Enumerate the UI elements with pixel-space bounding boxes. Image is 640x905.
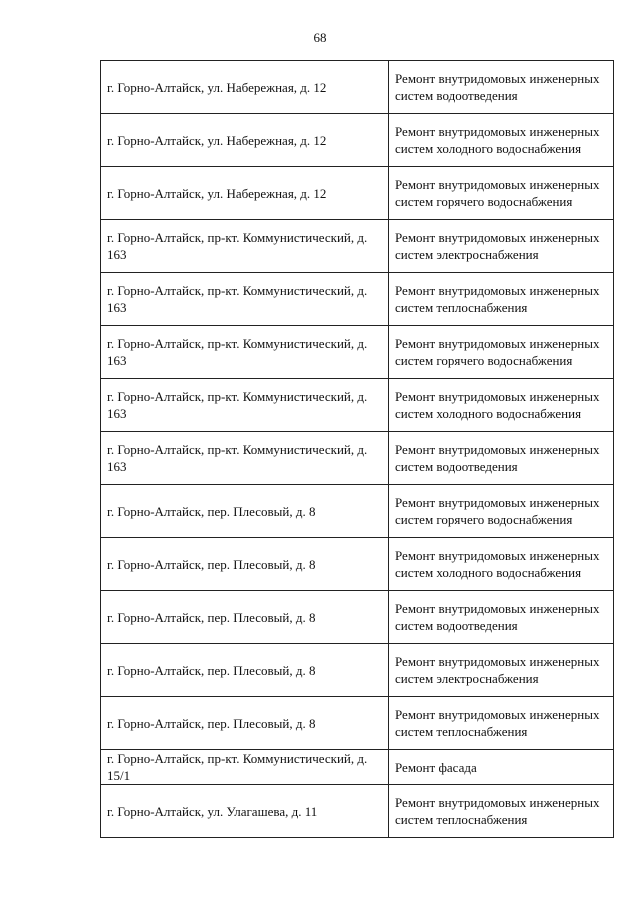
address-cell: г. Горно-Алтайск, пр-кт. Коммунистический, д. 163 (101, 432, 389, 485)
address-cell: г. Горно-Алтайск, пер. Плесовый, д. 8 (101, 697, 389, 750)
table-row (101, 167, 614, 220)
table-row (101, 273, 614, 326)
address-cell: г. Горно-Алтайск, ул. Набережная, д. 12 (101, 167, 389, 220)
work-type-cell: Ремонт внутридомовых инженерных систем горячего водоснабжения (389, 485, 614, 538)
work-type-cell: Ремонт внутридомовых инженерных систем водоотведения (389, 61, 614, 114)
table-row (101, 538, 614, 591)
address-cell: г. Горно-Алтайск, ул. Набережная, д. 12 (101, 114, 389, 167)
work-type-cell: Ремонт внутридомовых инженерных систем теплоснабжения (389, 273, 614, 326)
table-row (101, 644, 614, 697)
work-type-cell: Ремонт внутридомовых инженерных систем горячего водоснабжения (389, 326, 614, 379)
address-cell: г. Горно-Алтайск, пер. Плесовый, д. 8 (101, 485, 389, 538)
table-row (101, 432, 614, 485)
table-row (101, 750, 614, 785)
table-row (101, 697, 614, 750)
address-cell: г. Горно-Алтайск, пер. Плесовый, д. 8 (101, 538, 389, 591)
table-row (101, 220, 614, 273)
address-cell: г. Горно-Алтайск, ул. Улагашева, д. 11 (101, 785, 389, 838)
address-cell: г. Горно-Алтайск, пер. Плесовый, д. 8 (101, 644, 389, 697)
work-type-cell: Ремонт фасада (389, 750, 614, 785)
address-cell: г. Горно-Алтайск, пр-кт. Коммунистический, д. 163 (101, 326, 389, 379)
work-type-cell: Ремонт внутридомовых инженерных систем водоотведения (389, 432, 614, 485)
work-type-cell: Ремонт внутридомовых инженерных систем холодного водоснабжения (389, 379, 614, 432)
table-row (101, 379, 614, 432)
table-row (101, 114, 614, 167)
address-cell: г. Горно-Алтайск, пр-кт. Коммунистический, д. 163 (101, 220, 389, 273)
page-number: 68 (313, 30, 327, 45)
work-type-cell: Ремонт внутридомовых инженерных систем холодного водоснабжения (389, 114, 614, 167)
address-cell: г. Горно-Алтайск, пр-кт. Коммунистический, д. 15/1 (101, 750, 389, 785)
table-row (101, 61, 614, 114)
work-type-cell: Ремонт внутридомовых инженерных систем теплоснабжения (389, 697, 614, 750)
work-type-cell: Ремонт внутридомовых инженерных систем электроснабжения (389, 220, 614, 273)
work-type-cell: Ремонт внутридомовых инженерных систем холодного водоснабжения (389, 538, 614, 591)
work-type-cell: Ремонт внутридомовых инженерных систем водоотведения (389, 591, 614, 644)
address-cell: г. Горно-Алтайск, ул. Набережная, д. 12 (101, 61, 389, 114)
table-row (101, 485, 614, 538)
table-row (101, 591, 614, 644)
table-row (101, 785, 614, 838)
work-type-cell: Ремонт внутридомовых инженерных систем теплоснабжения (389, 785, 614, 838)
address-cell: г. Горно-Алтайск, пр-кт. Коммунистический, д. 163 (101, 379, 389, 432)
address-cell: г. Горно-Алтайск, пер. Плесовый, д. 8 (101, 591, 389, 644)
work-type-cell: Ремонт внутридомовых инженерных систем электроснабжения (389, 644, 614, 697)
table-row (101, 326, 614, 379)
address-cell: г. Горно-Алтайск, пр-кт. Коммунистический, д. 163 (101, 273, 389, 326)
works-table-body (101, 61, 614, 838)
work-type-cell: Ремонт внутридомовых инженерных систем горячего водоснабжения (389, 167, 614, 220)
works-table (100, 60, 614, 838)
